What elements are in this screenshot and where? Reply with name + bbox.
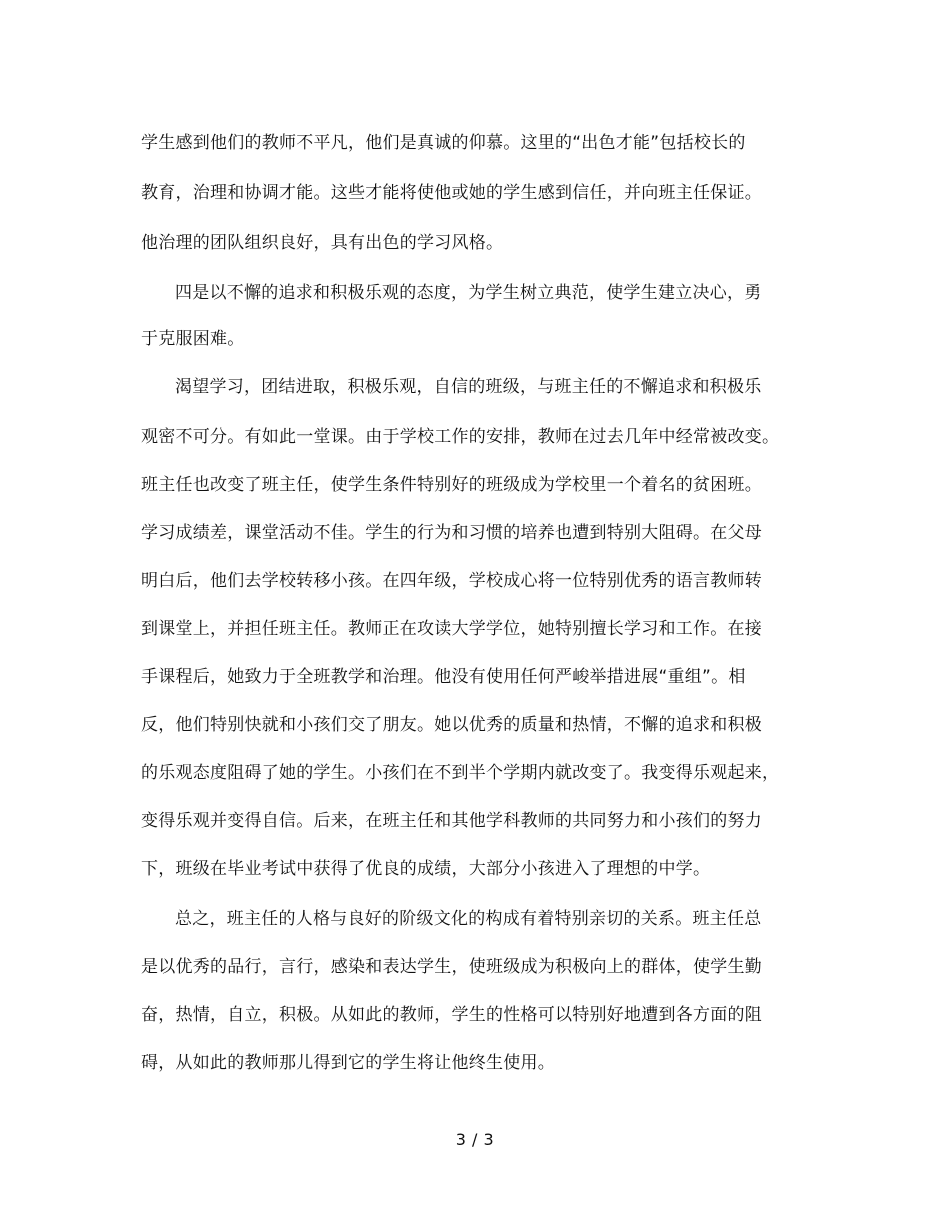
text-line: 他治理的团队组织良好，具有出色的学习风格。 [141, 233, 504, 253]
text-line: 到课堂上，并担任班主任。教师正在攻读大学学位，她特别擅长学习和工作。在接 [141, 619, 762, 639]
page-number: 3 / 3 [455, 1130, 495, 1149]
text-line: 反，他们特别快就和小孩们交了朋友。她以优秀的质量和热情，不懈的追求和积极 [141, 715, 762, 735]
text-line: 于克服困难。 [141, 329, 245, 349]
text-line: 四是以不懈的追求和积极乐观的态度，为学生树立典范，使学生建立决心，勇 [175, 283, 762, 303]
text-line: 手课程后，她致力于全班教学和治理。他没有使用任何严峻举措进展“重组”。相 [141, 667, 746, 687]
text-line: 变得乐观并变得自信。后来，在班主任和其他学科教师的共同努力和小孩们的努力 [141, 811, 762, 831]
text-line: 明白后，他们去学校转移小孩。在四年级，学校成心将一位特别优秀的语言教师转 [141, 571, 762, 591]
text-line: 班主任也改变了班主任，使学生条件特别好的班级成为学校里一个着名的贫困班。 [141, 475, 762, 495]
text-line: 观密不可分。有如此一堂课。由于学校工作的安排，教师在过去几年中经常被改变。 [141, 427, 780, 447]
text-line: 总之，班主任的人格与良好的阶级文化的构成有着特别亲切的关系。班主任总 [175, 909, 762, 929]
text-line: 碍，从如此的教师那儿得到它的学生将让他终生使用。 [141, 1053, 555, 1073]
text-line: 教育，治理和协调才能。这些才能将使他或她的学生感到信任，并向班主任保证。 [141, 183, 762, 203]
text-line: 的乐观态度阻碍了她的学生。小孩们在不到半个学期内就改变了。我变得乐观起来， [141, 763, 780, 783]
text-line: 学生感到他们的教师不平凡，他们是真诚的仰慕。这里的“出色才能”包括校长的 [141, 133, 746, 153]
text-line: 下，班级在毕业考试中获得了优良的成绩，大部分小孩进入了理想的中学。 [141, 859, 711, 879]
text-line: 渴望学习，团结进取，积极乐观，自信的班级，与班主任的不懈追求和积极乐 [175, 377, 762, 397]
text-line: 学习成绩差，课堂活动不佳。学生的行为和习惯的培养也遭到特别大阻碍。在父母 [141, 523, 762, 543]
text-line: 是以优秀的品行，言行，感染和表达学生，使班级成为积极向上的群体，使学生勤 [141, 957, 762, 977]
text-line: 奋，热情，自立，积极。从如此的教师，学生的性格可以特别好地遭到各方面的阻 [141, 1005, 762, 1025]
